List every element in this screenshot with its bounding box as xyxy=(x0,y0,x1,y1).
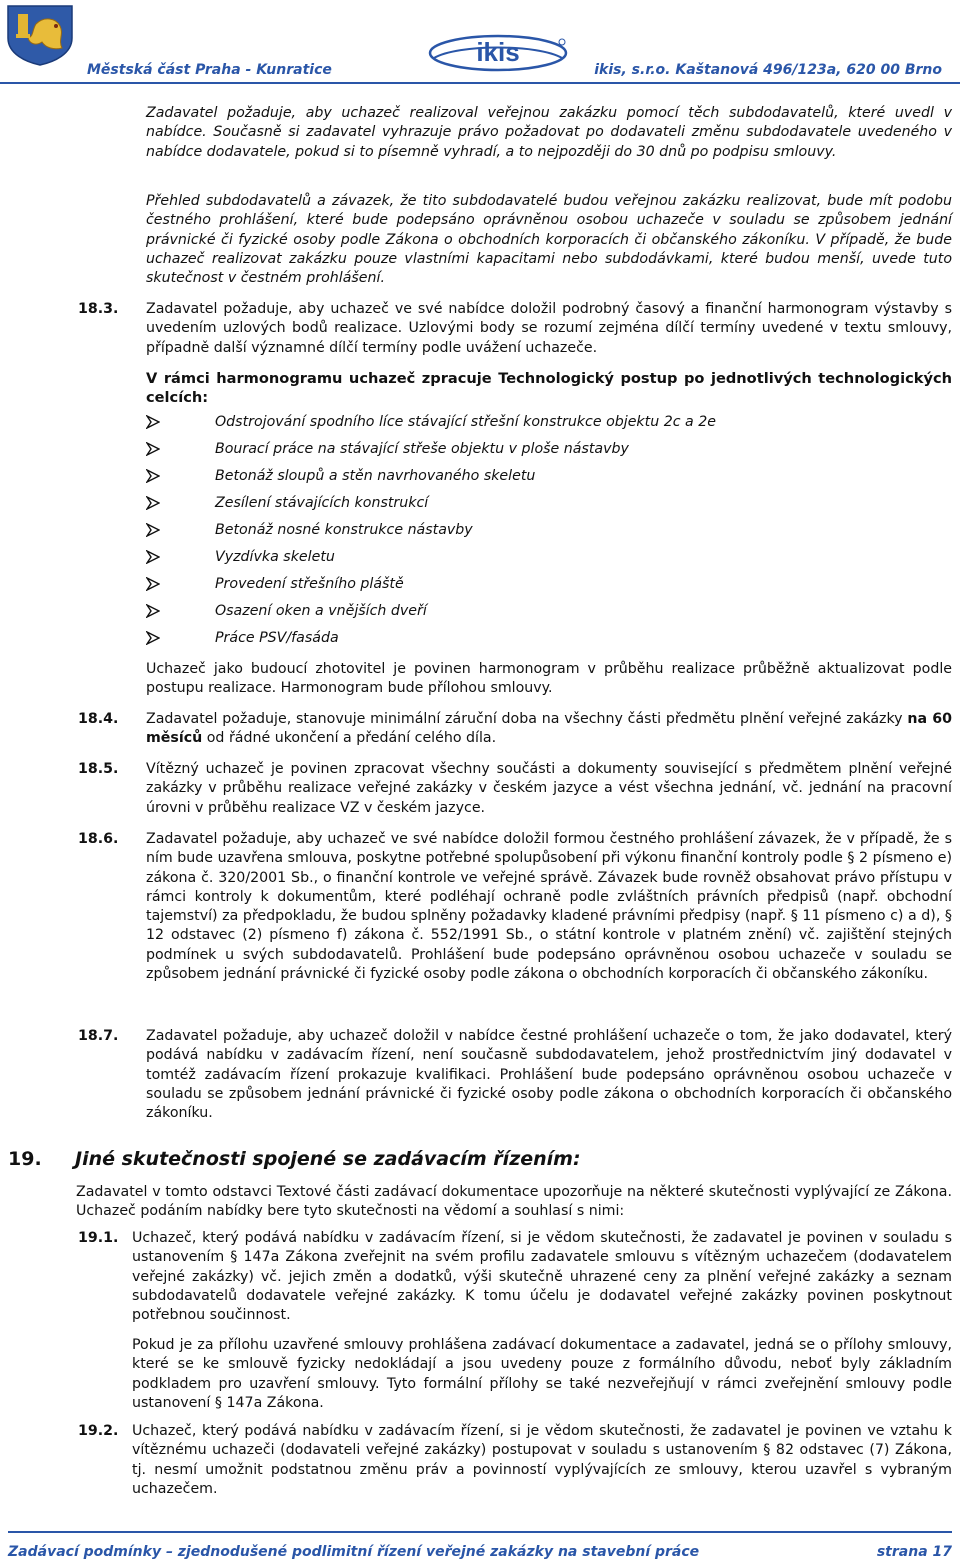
list-item-text: Práce PSV/fasáda xyxy=(215,630,339,646)
list-item-text: Osazení oken a vnějších dveří xyxy=(215,603,427,619)
arrow-bullet-icon xyxy=(146,523,160,537)
footer-divider xyxy=(8,1531,952,1533)
section-18-4-number: 18.4. xyxy=(78,711,119,727)
arrow-bullet-icon xyxy=(146,415,160,429)
intro-paragraph: Zadavatel požaduje, aby uchazeč realizoval veřejnou zakázku pomocí těch subdodavatelů, které uvedl v nabídce. Současně si zadavatel vyhrazuje právo požadovat po dodavateli změnu subdodavatele uvedeného v nabídce dodavatele, pokud si to písemně vyhradí, a to nejpozději do 30 dnů po podpisu smlouvy. xyxy=(146,105,952,160)
section-18-3-text: Zadavatel požaduje, aby uchazeč ve své nabídce doložil podrobný časový a finanční harmonogram výstavby s uvedením uzlových bodů realizace. Uzlovými body se rozumí zejména dílčí termíny uvedené v textu smlouvy, případně další významné dílčí termíny podle uvážení uchazeče. xyxy=(146,301,952,356)
list-item-text: Betonáž sloupů a stěn navrhovaného skeletu xyxy=(215,468,536,484)
section-19-1-text-2: Pokud je za přílohu uzavřené smlouvy prohlášena zadávací dokumentace a zadavatel, jedná se o přílohy smlouvy, které se ke smlouvě fyzicky nedokládají a jsou uvedeny pouze z formálního důvodu, neboť byly základním podkladem pro uzavření smlouvy. Tyto formální přílohy se také nezveřejňují v rámci zveřejnění smlouvy podle ustanovení § 147a Zákona. xyxy=(132,1337,952,1411)
section-19-number: 19. xyxy=(8,1148,42,1170)
list-item-text: Zesílení stávajících konstrukcí xyxy=(215,495,429,511)
section-19-1-number: 19.1. xyxy=(78,1230,119,1246)
arrow-bullet-icon xyxy=(146,604,160,618)
warranty-period: na 60 měsíců xyxy=(146,711,953,747)
page-header xyxy=(0,0,960,84)
arrow-bullet-icon xyxy=(146,577,160,591)
footer-page-number: strana 17 xyxy=(876,1544,952,1560)
section-19-2-number: 19.2. xyxy=(78,1423,119,1439)
list-item xyxy=(146,494,716,521)
list-item xyxy=(146,602,716,629)
section-18-7-text: Zadavatel požaduje, aby uchazeč doložil v nabídce čestné prohlášení uchazeče o tom, že jako dodavatel, který podává nabídku v zadávacím řízení, není současně subdodavatelem, jehož prostřednictvím jiný dodavatel v tomtéž zadávacím řízení prokazuje kvalifikaci. Prohlášení bude podepsáno oprávněnou osobou uchazeče v souladu se způsobem jednání právnické či fyzické osoby podle zákona o obchodních korporacích či občanského zákoníku. xyxy=(146,1028,952,1122)
list-item-text: Provedení střešního pláště xyxy=(215,576,404,592)
section-19-title: Jiné skutečnosti spojené se zadávacím řízením: xyxy=(75,1148,581,1170)
footer-document-title: Zadávací podmínky – zjednodušené podlimitní řízení veřejné zakázky na stavební práce xyxy=(8,1544,700,1560)
section-19-1-text: Uchazeč, který podává nabídku v zadávacím řízení, si je vědom skutečnosti, že zadavatel je povinen v souladu s ustanovením § 147a Zákona zveřejnit na svém profilu zadavatele smlouvu s vítězným uchazečem (dodavatelem veřejné zakázky) vč. jejich změn a dodatků, výši skutečně uhrazené ceny za plnění veřejné zakázky a seznam subdodavatelů dodavatele veřejné zakázky. K tomu účelu je dodavatel veřejné zakázky povinen poskytnout potřebnou součinnost. xyxy=(132,1230,952,1324)
coat-of-arms-icon xyxy=(6,4,74,66)
header-divider xyxy=(0,82,960,84)
section-18-5-text: Vítězný uchazeč je povinen zpracovat všechny součásti a dokumenty související s předmětem plnění veřejné zakázky v průběhu realizace veřejné zakázky v českém jazyce a vést všechna jednání, vč. jednání na pracovní úrovni v průběhu realizace VZ v českém jazyce. xyxy=(146,761,952,816)
ikis-logo-icon xyxy=(428,34,568,72)
list-item xyxy=(146,548,716,575)
list-item xyxy=(146,575,716,602)
section-19-intro: Zadavatel v tomto odstavci Textové části zadávací dokumentace upozorňuje na některé skutečnosti vyplývající ze Zákona. Uchazeč podáním nabídky bere tyto skutečnosti na vědomí a souhlasí s nimi: xyxy=(76,1184,952,1220)
subcontractor-overview-paragraph: Přehled subdodavatelů a závazek, že tito subdodavatelé budou veřejnou zakázku realizovat, bude mít podobu čestného prohlášení, které bude podepsáno oprávněnou osobou uchazeče v souladu se způsobem jednání právnické či fyzické osoby podle Zákona o obchodních korporacích či občanského zákoníku. V případě, že bude uchazeč realizovat zakázku pouze vlastními kapacitami nebo subdodávkami, které budou menší, uvede tuto skutečnost v čestném prohlášení. xyxy=(146,193,952,287)
schedule-update-paragraph: Uchazeč jako budoucí zhotovitel je povinen harmonogram v průběhu realizace průběžně aktualizovat podle postupu realizace. Harmonogram bude přílohou smlouvy. xyxy=(146,661,952,697)
arrow-bullet-icon xyxy=(146,550,160,564)
warranty-text-a: Zadavatel požaduje, stanovuje minimální záruční doba na všechny části předmětu plnění veřejné zakázky xyxy=(146,711,908,727)
list-item xyxy=(146,440,716,467)
list-item-text: Vyzdívka skeletu xyxy=(215,549,335,565)
schedule-bold-intro: V rámci harmonogramu uchazeč zpracuje Technologický postup po jednotlivých technologických celcích: xyxy=(146,370,952,407)
section-19-2-text: Uchazeč, který podává nabídku v zadávacím řízení, si je vědom skutečnosti, že zadavatel je povinen ve vztahu k vítěznému uchazeči (dodavateli veřejné zakázky) postupovat v souladu s ustanovením § 82 odstavec (7) Zákona, tj. nesmí umožnit podstatnou změnu práv a povinností vyplývajících ze smlouvy, kterou uzavřel s vybraným uchazečem. xyxy=(132,1423,952,1497)
header-address: ikis, s.r.o. Kaštanová 496/123a, 620 00 Brno xyxy=(594,62,942,78)
technology-steps-list xyxy=(146,413,716,656)
section-18-6-number: 18.6. xyxy=(78,831,119,847)
list-item-text: Bourací práce na stávající střeše objektu v ploše nástavby xyxy=(215,441,629,457)
section-18-5-number: 18.5. xyxy=(78,761,119,777)
section-18-7-number: 18.7. xyxy=(78,1028,119,1044)
list-item xyxy=(146,521,716,548)
arrow-bullet-icon xyxy=(146,496,160,510)
arrow-bullet-icon xyxy=(146,631,160,645)
logo-text: ikis xyxy=(476,37,520,67)
list-item xyxy=(146,629,716,656)
list-item xyxy=(146,467,716,494)
section-18-6-text: Zadavatel požaduje, aby uchazeč ve své nabídce doložil formou čestného prohlášení závazek, že v případě, že s ním bude uzavřena smlouva, poskytne potřebné spolupůsobení při výkonu finanční kontroly podle § 2 písmeno e) zákona č. 320/2001 Sb., o finanční kontrole ve veřejné správě. Závazek bude rovněž obsahovat právo přístupu v rámci kontroly k dokumentům, které podléhají ochraně podle zvláštních právních předpisů (např. obchodní tajemství) za předpokladu, že budou splněny požadavky kladené právními předpisy (např. § 11 písmeno c) a d), § 12 odstavec (2) písmeno f) zákona č. 552/1991 Sb., o státní kontrole v platném znění) vč. zajištění stejných podmínek u svých subdodavatelů. Prohlášení bude podepsáno oprávněnou osobou uchazeče v souladu se způsobem jednání právnické či fyzické osoby podle zákona o obchodních korporacích či občanského zákoníku. xyxy=(146,831,952,983)
list-item-text: Betonáž nosné konstrukce nástavby xyxy=(215,522,473,538)
section-18-4-text xyxy=(146,710,952,749)
list-item xyxy=(146,413,716,440)
warranty-text-b: od řádné ukončení a předání celého díla. xyxy=(202,730,497,747)
arrow-bullet-icon xyxy=(146,442,160,456)
arrow-bullet-icon xyxy=(146,469,160,483)
section-18-3-number: 18.3. xyxy=(78,301,119,317)
list-item-text: Odstrojování spodního líce stávající střešní konstrukce objektu 2c a 2e xyxy=(215,414,716,430)
header-municipality: Městská část Praha - Kunratice xyxy=(87,62,332,78)
